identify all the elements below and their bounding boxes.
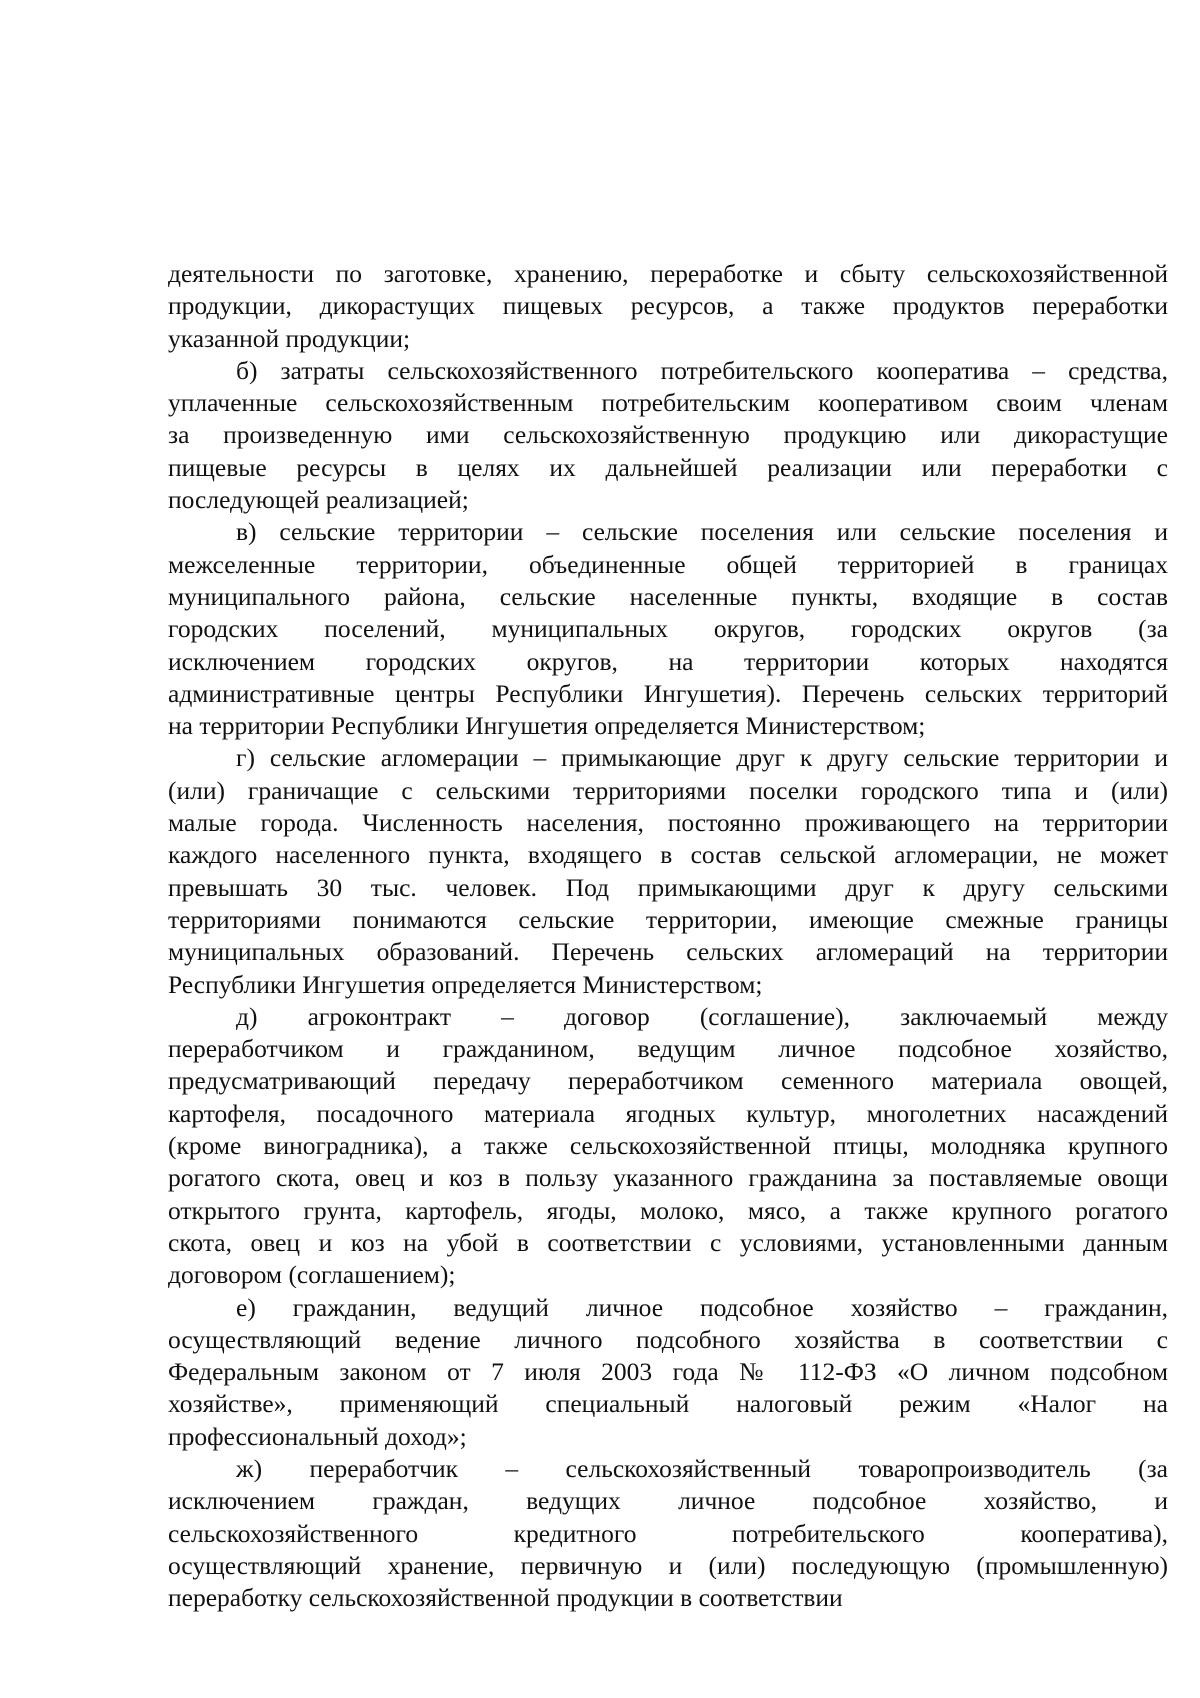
- text-line: е) гражданин, ведущий личное подсобное хозяйство – гражданин,: [236, 1292, 1168, 1322]
- text-line: хозяйстве», применяющий специальный налоговый режим «Налог на: [168, 1389, 1168, 1419]
- text-line: сельскохозяйственного кредитного потребительского кооператива),: [168, 1518, 1168, 1548]
- text-line: договором (соглашением);: [168, 1260, 456, 1290]
- text-line: муниципального района, сельские населенные пункты, входящие в состав: [168, 581, 1168, 611]
- paragraph-b-cooperative-costs: [168, 355, 1168, 516]
- text-line: указанной продукции;: [168, 323, 411, 353]
- text-line: осуществляющий ведение личного подсобного хозяйства в соответствии с: [168, 1324, 1168, 1354]
- text-line: открытого грунта, картофель, ягоды, молоко, мясо, а также крупного рогатого: [168, 1195, 1168, 1225]
- paragraph-g-rural-agglomerations: [168, 742, 1168, 1000]
- text-line: профессиональный доход»;: [168, 1421, 467, 1451]
- text-line: пищевые ресурсы в целях их дальнейшей реализации или переработки с: [168, 452, 1168, 482]
- text-line: муниципальных образований. Перечень сельских агломераций на территории: [168, 937, 1168, 967]
- paragraph-zh-processor: [168, 1453, 1168, 1614]
- paragraph-continuation: [168, 258, 1168, 355]
- text-line: переработку сельскохозяйственной продукции в соответствии: [168, 1583, 843, 1613]
- text-line: г) сельские агломерации – примыкающие друг к другу сельские территории и: [236, 743, 1168, 773]
- paragraph-v-rural-territories: [168, 516, 1168, 742]
- text-line: продукции, дикорастущих пищевых ресурсов, а также продуктов переработки: [168, 291, 1168, 321]
- text-line: Федеральным законом от 7 июля 2003 года № 112-ФЗ «О личном подсобном: [168, 1357, 1168, 1387]
- text-line: ж) переработчик – сельскохозяйственный товаропроизводитель (за: [236, 1453, 1168, 1483]
- text-line: картофеля, посадочного материала ягодных культур, многолетних насаждений: [168, 1098, 1168, 1128]
- text-line: Республики Ингушетия определяется Министерством;: [168, 969, 763, 999]
- text-line: территориями понимаются сельские территории, имеющие смежные границы: [168, 904, 1168, 934]
- text-line: малые города. Численность населения, постоянно проживающего на территории: [168, 808, 1168, 838]
- text-line: д) агроконтракт – договор (соглашение), заключаемый между: [236, 1001, 1168, 1031]
- text-line: городских поселений, муниципальных округов, городских округов (за: [168, 614, 1168, 644]
- text-line: исключением граждан, ведущих личное подсобное хозяйство, и: [168, 1486, 1168, 1516]
- paragraph-d-agrocontract: [168, 1001, 1168, 1292]
- text-line: б) затраты сельскохозяйственного потребительского кооператива – средства,: [236, 355, 1168, 385]
- text-line: деятельности по заготовке, хранению, переработке и сбыту сельскохозяйственной: [168, 259, 1168, 288]
- text-line: осуществляющий хранение, первичную и (или) последующую (промышленную): [168, 1550, 1168, 1580]
- text-line: административные центры Республики Ингушетия). Перечень сельских территорий: [168, 678, 1168, 708]
- text-line: в) сельские территории – сельские поселения или сельские поселения и: [236, 517, 1168, 547]
- paragraph-e-citizen-household: [168, 1292, 1168, 1453]
- text-line: переработчиком и гражданином, ведущим личное подсобное хозяйство,: [168, 1034, 1168, 1064]
- text-line: межселенные территории, объединенные общей территорией в границах: [168, 549, 1168, 579]
- text-line: за произведенную ими сельскохозяйственную продукцию или дикорастущие: [168, 420, 1168, 450]
- text-line: (кроме виноградника), а также сельскохозяйственной птицы, молодняка крупного: [168, 1131, 1168, 1161]
- text-line: превышать 30 тыс. человек. Под примыкающими друг к другу сельскими: [168, 872, 1168, 902]
- text-line: последующей реализацией;: [168, 485, 469, 515]
- text-line: на территории Республики Ингушетия определяется Министерством;: [168, 711, 926, 741]
- text-line: скота, овец и коз на убой в соответствии с условиями, установленными данным: [168, 1227, 1168, 1257]
- text-line: уплаченные сельскохозяйственным потребительским кооперативом своим членам: [168, 388, 1168, 418]
- text-line: предусматривающий передачу переработчиком семенного материала овощей,: [168, 1066, 1168, 1096]
- text-line: исключением городских округов, на территории которых находятся: [168, 646, 1168, 676]
- text-line: рогатого скота, овец и коз в пользу указанного гражданина за поставляемые овощи: [168, 1163, 1168, 1193]
- text-line: (или) граничащие с сельскими территориями поселки городского типа и (или): [168, 775, 1168, 805]
- text-line: каждого населенного пункта, входящего в состав сельской агломерации, не может: [168, 840, 1168, 870]
- document-page: [168, 258, 1168, 1614]
